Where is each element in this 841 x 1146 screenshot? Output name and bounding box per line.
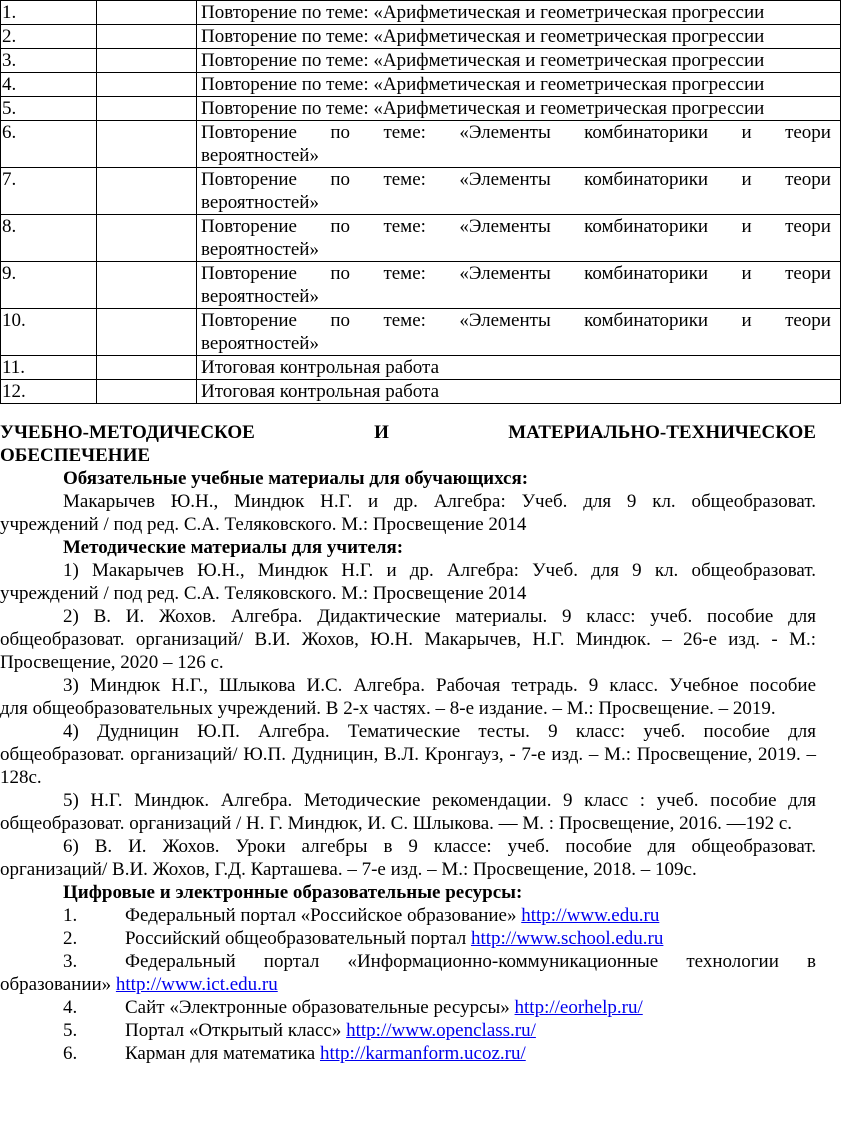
resource-item	[0, 1042, 816, 1065]
lesson-topic-line1	[201, 121, 831, 144]
resource-item	[0, 996, 816, 1019]
material-entry	[0, 605, 816, 674]
lesson-number-cell: 12.	[1, 380, 97, 404]
lesson-number-cell: 3.	[1, 49, 97, 73]
lesson-topic-line2: вероятностей»	[201, 286, 319, 307]
resource-item	[0, 1019, 816, 1042]
lesson-topic-cell: Итоговая контрольная работа	[197, 356, 841, 380]
resource-text	[125, 904, 816, 927]
resource-title: Российский общеобразовательный портал	[125, 928, 471, 949]
lesson-blank-cell	[97, 380, 197, 404]
lesson-blank-cell	[97, 121, 197, 168]
lesson-number-cell: 9.	[1, 262, 97, 309]
topic-word: по	[330, 122, 351, 143]
lesson-table	[0, 0, 841, 404]
material-entry-continuation: организаций/ В.И. Жохов, Г.Д. Карташева. – 7-е изд. – М.: Просвещение, 2018. – 109с.	[0, 859, 697, 880]
lesson-topic-cell	[197, 262, 841, 309]
lesson-row	[1, 168, 841, 215]
resource-item	[0, 904, 816, 927]
material-entry-continuation: общеобразоват. организаций/ В.И. Жохов, Ю.Н. Макарычев, Н.Г. Миндюк. – 26-е изд. - М.: Просвещение, 2020 – 126 с.	[0, 629, 816, 673]
lesson-topic-line2: вероятностей»	[201, 192, 319, 213]
topic-word: комбинаторики	[584, 263, 709, 284]
material-entry-first-line: Макарычев Ю.Н., Миндюк Н.Г. и др. Алгебра: Учеб. для 9 кл. общеобразоват.	[63, 491, 816, 512]
topic-word: теори	[785, 216, 831, 237]
material-entry	[0, 490, 816, 536]
topic-word: теори	[785, 122, 831, 143]
material-entry	[0, 789, 816, 835]
lesson-row	[1, 73, 841, 97]
resource-link[interactable]: http://www.ict.edu.ru	[115, 974, 278, 995]
material-entry-first-line: 6) В. И. Жохов. Уроки алгебры в 9 классе: учеб. пособие для общеобразоват.	[63, 836, 816, 857]
topic-word: теме:	[383, 216, 426, 237]
lesson-row	[1, 215, 841, 262]
material-entry-continuation: для общеобразовательных учреждений. В 2-х частях. – 8-е издание. – М.: Просвещение. – 2019.	[0, 698, 776, 719]
resource-text	[125, 927, 816, 950]
resource-item	[0, 927, 816, 950]
material-entry	[0, 720, 816, 789]
resource-number: 4.	[63, 997, 78, 1018]
topic-word: комбинаторики	[584, 169, 709, 190]
topic-word: и	[741, 310, 752, 331]
topic-word: Повторение	[201, 169, 297, 190]
lesson-topic-cell: Повторение по теме: «Арифметическая и геометрическая прогрессии	[197, 1, 841, 25]
lesson-topic-line2: вероятностей»	[201, 145, 319, 166]
lesson-number-cell: 11.	[1, 356, 97, 380]
resource-link[interactable]: http://eorhelp.ru/	[514, 997, 643, 1018]
topic-word: и	[741, 216, 752, 237]
lesson-row	[1, 1, 841, 25]
resource-item-second-line	[0, 973, 816, 996]
topic-word: «Элементы	[459, 263, 551, 284]
topic-word: «Элементы	[459, 310, 551, 331]
lesson-number-cell: 1.	[1, 1, 97, 25]
resource-number: 5.	[63, 1020, 78, 1041]
lesson-topic-cell	[197, 215, 841, 262]
lesson-number-cell: 7.	[1, 168, 97, 215]
lesson-topic-cell: Итоговая контрольная работа	[197, 380, 841, 404]
resource-link[interactable]: http://www.school.edu.ru	[470, 928, 664, 949]
lesson-row	[1, 262, 841, 309]
material-entry-first-line: 5) Н.Г. Миндюк. Алгебра. Методические рекомендации. 9 класс : учеб. пособие для	[63, 790, 816, 811]
resource-number: 3.	[63, 951, 78, 972]
lesson-topic-line1	[201, 262, 831, 285]
lesson-topic-line1	[201, 168, 831, 191]
resource-word: «Информационно-коммуникационные	[347, 951, 659, 972]
lesson-row	[1, 25, 841, 49]
section-heading	[0, 421, 816, 467]
topic-word: «Элементы	[459, 169, 551, 190]
resource-word: портал	[263, 951, 320, 972]
lesson-blank-cell	[97, 309, 197, 356]
lesson-blank-cell	[97, 25, 197, 49]
lesson-topic-cell: Повторение по теме: «Арифметическая и геометрическая прогрессии	[197, 97, 841, 121]
heading-word: И	[374, 422, 389, 443]
lesson-blank-cell	[97, 356, 197, 380]
topic-word: по	[330, 310, 351, 331]
resource-item	[0, 950, 816, 996]
topic-word: Повторение	[201, 122, 297, 143]
lesson-row	[1, 121, 841, 168]
topic-word: теме:	[383, 169, 426, 190]
topic-word: комбинаторики	[584, 310, 709, 331]
resource-text	[125, 1019, 816, 1042]
resource-link[interactable]: http://karmanform.ucoz.ru/	[319, 1043, 526, 1064]
lesson-blank-cell	[97, 168, 197, 215]
material-entry-continuation: общеобразоват. организаций/ Ю.П. Дудницин, В.Л. Кронгауз, - 7-е изд. – М.: Просвещение, 2019. – 128с.	[0, 744, 816, 788]
resource-title: Портал «Открытый класс»	[125, 1020, 347, 1041]
resource-number: 1.	[63, 905, 78, 926]
lesson-row	[1, 309, 841, 356]
lesson-number-cell: 10.	[1, 309, 97, 356]
resource-title: Сайт «Электронные образовательные ресурсы»	[125, 997, 515, 1018]
resource-text	[125, 996, 816, 1019]
topic-word: теме:	[383, 310, 426, 331]
topic-word: по	[330, 169, 351, 190]
lesson-topic-cell: Повторение по теме: «Арифметическая и геометрическая прогрессии	[197, 49, 841, 73]
resource-text	[125, 1042, 816, 1065]
lesson-row	[1, 97, 841, 121]
topic-word: «Элементы	[459, 216, 551, 237]
material-entry-first-line: 2) В. И. Жохов. Алгебра. Дидактические материалы. 9 класс: учеб. пособие для	[63, 606, 816, 627]
lesson-topic-line2: вероятностей»	[201, 333, 319, 354]
topic-word: теори	[785, 169, 831, 190]
material-entry-continuation: учреждений / под ред. С.А. Теляковского. М.: Просвещение 2014	[0, 514, 527, 535]
resource-number: 2.	[63, 928, 78, 949]
resource-item-first-line	[0, 950, 816, 973]
topic-word: теори	[785, 263, 831, 284]
topic-word: по	[330, 216, 351, 237]
topic-word: и	[741, 122, 752, 143]
lesson-topic-line1	[201, 215, 831, 238]
digital-resources-list	[0, 904, 816, 1065]
lesson-row	[1, 49, 841, 73]
resource-title: Федеральный портал «Российское образование»	[125, 905, 522, 926]
lesson-blank-cell	[97, 49, 197, 73]
heading-word: МАТЕРИАЛЬНО-ТЕХНИЧЕСКОЕ	[508, 422, 816, 443]
topic-word: теори	[785, 310, 831, 331]
resource-link[interactable]: http://www.edu.ru	[521, 905, 660, 926]
material-entry-first-line: 1) Макарычев Ю.Н., Миндюк Н.Г. и др. Алгебра: Учеб. для 9 кл. общеобразоват.	[63, 560, 816, 581]
lesson-row	[1, 380, 841, 404]
resource-word: технологии	[686, 951, 779, 972]
lesson-number-cell: 2.	[1, 25, 97, 49]
lesson-blank-cell	[97, 1, 197, 25]
resource-link[interactable]: http://www.openclass.ru/	[346, 1020, 536, 1041]
topic-word: по	[330, 263, 351, 284]
student-materials-title: Обязательные учебные материалы для обучающихся:	[63, 468, 529, 489]
lesson-table-body	[1, 1, 841, 404]
lesson-blank-cell	[97, 215, 197, 262]
student-materials-list	[0, 490, 816, 536]
material-entry-continuation: учреждений / под ред. С.А. Теляковского. М.: Просвещение 2014	[0, 583, 527, 604]
lesson-row	[1, 356, 841, 380]
lesson-topic-cell	[197, 121, 841, 168]
lesson-blank-cell	[97, 73, 197, 97]
resource-title-words	[125, 950, 816, 973]
material-entry	[0, 674, 816, 720]
material-entry-continuation: общеобразоват. организаций / Н. Г. Миндюк, И. С. Шлыкова. — М. : Просвещение, 2016. —192 с.	[0, 813, 793, 834]
lesson-topic-cell	[197, 168, 841, 215]
section-heading-line2: ОБЕСПЕЧЕНИЕ	[0, 445, 151, 466]
topic-word: «Элементы	[459, 122, 551, 143]
lesson-number-cell: 6.	[1, 121, 97, 168]
teacher-materials-list	[0, 559, 816, 881]
lesson-topic-line1	[201, 309, 831, 332]
topic-word: Повторение	[201, 310, 297, 331]
topic-word: комбинаторики	[584, 122, 709, 143]
digital-resources-title: Цифровые и электронные образовательные ресурсы:	[63, 882, 523, 903]
topic-word: комбинаторики	[584, 216, 709, 237]
lesson-number-cell: 8.	[1, 215, 97, 262]
lesson-topic-cell: Повторение по теме: «Арифметическая и геометрическая прогрессии	[197, 25, 841, 49]
resource-title: Карман для математика	[125, 1043, 320, 1064]
lesson-number-cell: 5.	[1, 97, 97, 121]
topic-word: и	[741, 263, 752, 284]
section-heading-line1	[0, 421, 816, 444]
teacher-materials-title: Методические материалы для учителя:	[63, 537, 404, 558]
topic-word: Повторение	[201, 216, 297, 237]
lesson-topic-cell	[197, 309, 841, 356]
lesson-topic-line2: вероятностей»	[201, 239, 319, 260]
topic-word: теме:	[383, 263, 426, 284]
resource-title: образовании»	[0, 974, 116, 995]
topic-word: и	[741, 169, 752, 190]
topic-word: Повторение	[201, 263, 297, 284]
topic-word: теме:	[383, 122, 426, 143]
resource-word: в	[807, 951, 816, 972]
resource-word: Федеральный	[125, 951, 236, 972]
heading-word: УЧЕБНО-МЕТОДИЧЕСКОЕ	[0, 422, 255, 443]
lesson-blank-cell	[97, 97, 197, 121]
support-section	[0, 421, 816, 1065]
material-entry	[0, 835, 816, 881]
material-entry-first-line: 3) Миндюк Н.Г., Шлыкова И.С. Алгебра. Рабочая тетрадь. 9 класс. Учебное пособие	[63, 675, 816, 696]
lesson-topic-cell: Повторение по теме: «Арифметическая и геометрическая прогрессии	[197, 73, 841, 97]
resource-number: 6.	[63, 1043, 78, 1064]
material-entry	[0, 559, 816, 605]
lesson-number-cell: 4.	[1, 73, 97, 97]
material-entry-first-line: 4) Дудницин Ю.П. Алгебра. Тематические тесты. 9 класс: учеб. пособие для	[63, 721, 816, 742]
lesson-blank-cell	[97, 262, 197, 309]
